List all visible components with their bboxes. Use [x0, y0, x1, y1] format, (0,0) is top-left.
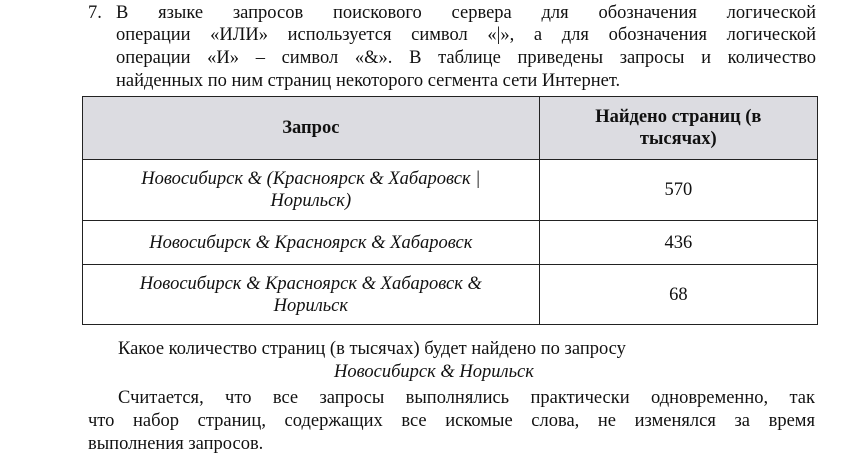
table-row	[83, 160, 818, 221]
count-cell: 570	[539, 160, 817, 221]
question-line: Какое количество страниц (в тысячах) будет найдено по запросу	[118, 339, 626, 359]
table-header-row	[83, 97, 818, 160]
question-query: Новосибирск & Норильск	[334, 362, 534, 382]
note-line-2: что набор страниц, содержащих все искомые слова, не изменялся за время	[88, 411, 815, 431]
count-cell: 68	[539, 265, 817, 325]
intro-line-1: В языке запросов поискового сервера для обозначения логической	[116, 3, 816, 23]
header-count-label: Найдено страниц (в тысячах)	[595, 107, 762, 149]
query-text: Новосибирск & (Красноярск & Хабаровск | Норильск)	[141, 169, 481, 211]
header-query: Запрос	[83, 97, 540, 160]
header-count	[539, 97, 817, 160]
note-line-1: Считается, что все запросы выполнялись практически одновременно, так	[118, 388, 815, 408]
table-row	[83, 265, 818, 325]
intro-line-4: найденных по ним страниц некоторого сегмента сети Интернет.	[116, 71, 621, 91]
count-cell: 436	[539, 221, 817, 265]
query-text: Новосибирск & Красноярск & Хабаровск & Норильск	[139, 273, 482, 316]
query-cell	[83, 160, 540, 221]
query-cell	[83, 265, 540, 325]
query-text: Новосибирск & Красноярск & Хабаровск	[149, 232, 473, 253]
task-number: 7.	[88, 3, 102, 23]
intro-line-2: операции «ИЛИ» используется символ «|», а для обозначения логической	[116, 25, 816, 45]
table-row	[83, 221, 818, 265]
note-line-3: выполнения запросов.	[88, 434, 264, 454]
intro-line-3: операции «И» – символ «&». В таблице приведены запросы и количество	[116, 48, 816, 68]
query-table	[82, 96, 818, 325]
query-cell	[83, 221, 540, 265]
